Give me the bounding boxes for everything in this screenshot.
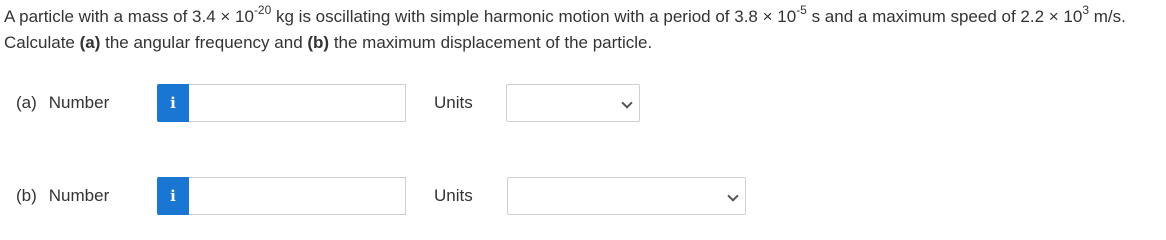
part-a-label: (a) Number xyxy=(16,93,110,112)
chevron-down-icon xyxy=(727,190,738,201)
units-label-a: Units xyxy=(434,93,473,112)
speed-exponent: 3 xyxy=(1082,3,1090,18)
number-input-a[interactable] xyxy=(189,84,406,122)
number-input-b[interactable] xyxy=(189,177,406,215)
info-icon[interactable]: i xyxy=(157,84,189,122)
units-label-b: Units xyxy=(434,186,473,205)
part-b-label: (b) Number xyxy=(16,186,110,205)
units-select-b[interactable] xyxy=(507,177,746,215)
units-select-a[interactable] xyxy=(506,84,640,122)
part-b-ref: (b) xyxy=(307,33,330,52)
info-icon[interactable]: i xyxy=(157,177,189,215)
period-exponent: -5 xyxy=(796,3,807,18)
chevron-down-icon xyxy=(621,97,632,108)
answer-row-a xyxy=(0,82,1166,124)
mass-exponent: -20 xyxy=(253,3,272,18)
answer-row-b xyxy=(0,175,1166,217)
part-a-ref: (a) xyxy=(79,33,101,52)
question-text: A particle with a mass of $3.4 \times 10^{-20}$ kg is oscillating with simple harmonic motion with a period of $3.8 \times 10^{-5}$ s and a maximum speed of $2.2 \times 10^3$ m/s. Calculate (a) the angular frequency and (b) the maximum displacement of the particle. xyxy=(4,3,1126,52)
